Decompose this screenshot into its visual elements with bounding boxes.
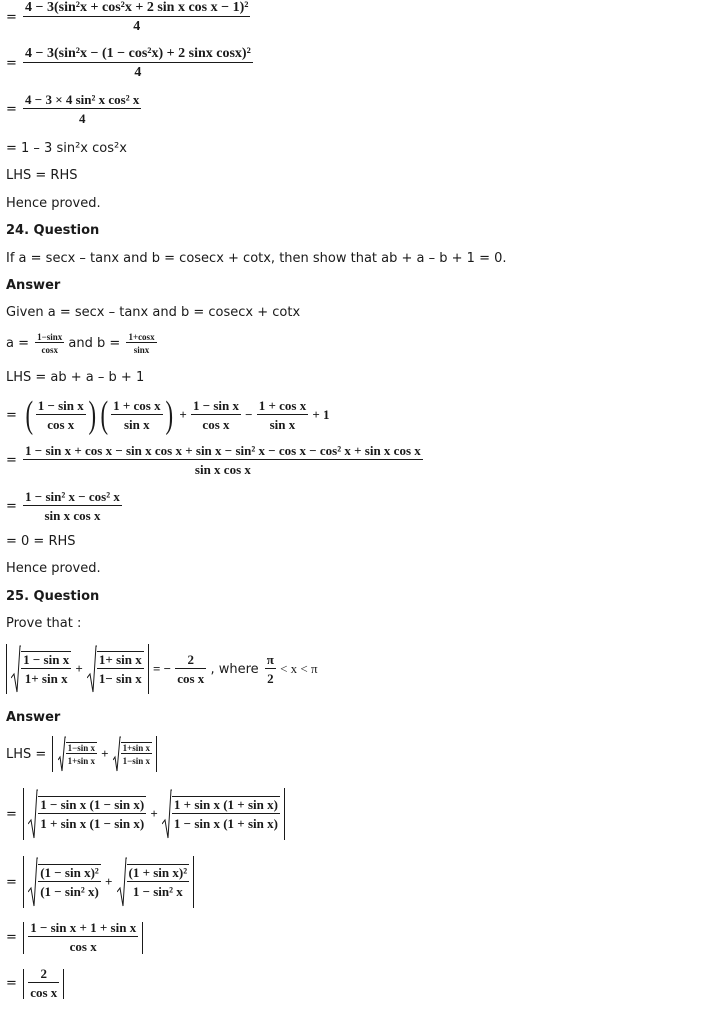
- step-final: [6, 966, 64, 1001]
- fraction: [121, 742, 152, 766]
- equals-sign: =: [6, 10, 17, 25]
- sqrt-icon: [162, 788, 172, 840]
- numerator: 1 − sin² x − cos² x: [25, 489, 120, 504]
- step-combine-roots: [6, 920, 143, 955]
- abs-bar-left: [23, 788, 24, 840]
- fraction: [97, 651, 144, 687]
- numerator: 1 − sin x: [23, 652, 70, 667]
- result-line: = 0 = RHS: [6, 534, 76, 549]
- denominator: sin x cos x: [23, 459, 423, 478]
- fraction: [36, 398, 86, 433]
- denominator: cos x: [36, 414, 86, 433]
- step-squares: [6, 856, 194, 908]
- fraction: [172, 796, 280, 832]
- fraction: [127, 864, 190, 900]
- abs-bar-right: [142, 922, 143, 954]
- fraction: [111, 398, 163, 433]
- fraction: [21, 651, 71, 687]
- sqrt-icon: [58, 736, 66, 772]
- plus-one: + 1: [312, 407, 330, 422]
- abs-bar-right: [193, 856, 194, 908]
- abs-bar-left: [52, 736, 53, 772]
- abs-bar-left: [23, 856, 24, 908]
- given-line: Given a = secx – tanx and b = cosecx + cotx: [6, 305, 301, 320]
- sqrt-icon: [87, 644, 97, 694]
- numerator: 2: [187, 651, 195, 667]
- abs-bar-left: [6, 644, 7, 694]
- denominator: 4: [23, 108, 141, 127]
- numerator: 1+cosx: [128, 332, 155, 342]
- abs-bar-left: [23, 922, 24, 954]
- sqrt-icon: [28, 856, 38, 908]
- step-expand: [6, 396, 330, 434]
- fraction: [23, 443, 423, 478]
- equals-sign: =: [6, 102, 17, 117]
- denominator: 4: [23, 62, 253, 81]
- fraction: [175, 652, 206, 687]
- numerator: 1−sinx: [37, 332, 63, 342]
- hence-proved: Hence proved.: [6, 196, 101, 211]
- right-paren: ): [88, 394, 96, 436]
- numerator: 1 − sin x (1 − sin x): [40, 797, 145, 812]
- numerator: 2: [40, 966, 47, 981]
- question-statement: Prove that :: [6, 616, 82, 631]
- numerator: 1 − sin x: [37, 397, 84, 413]
- numerator: 1−sin x: [67, 743, 95, 753]
- numerator: 1 − sin x + cos x − sin x cos x + sin x − sin² x − cos x − cos² x + sin x cos x: [25, 443, 421, 458]
- left-paren: (: [25, 394, 34, 436]
- fraction: [23, 0, 250, 35]
- denominator: cos x: [28, 936, 138, 955]
- question-statement: If a = secx – tanx and b = cosecx + cotx, then show that ab + a – b + 1 = 0.: [6, 251, 507, 266]
- denominator: cos x: [28, 982, 59, 1001]
- numerator: 4 − 3 × 4 sin² x cos² x: [25, 92, 140, 107]
- answer-label: Answer: [6, 278, 61, 293]
- numerator: 1 + cos x: [258, 397, 307, 413]
- a-b-definition: [6, 332, 157, 355]
- denominator: sin x: [257, 414, 309, 433]
- denominator: sin x: [111, 414, 163, 433]
- plus-sign: +: [179, 407, 187, 422]
- range-text: < x < π: [280, 661, 318, 676]
- step-combine: [6, 443, 423, 478]
- fraction-b: [126, 332, 156, 355]
- numerator: 1+sin x: [122, 743, 151, 753]
- numerator: 1 − sin x: [192, 397, 239, 413]
- question-heading: 24. Question: [6, 223, 100, 238]
- denominator: cosx: [35, 342, 64, 355]
- numerator: 1+ sin x: [98, 652, 142, 667]
- denominator: 1 − sin² x: [127, 881, 190, 900]
- abs-bar-right: [156, 736, 157, 772]
- fraction: [23, 92, 141, 127]
- denominator: 4: [23, 16, 250, 35]
- fraction: [38, 864, 101, 900]
- abs-bar-right: [148, 644, 149, 694]
- lhs-equals-rhs: LHS = RHS: [6, 168, 78, 183]
- denominator: 1− sin x: [97, 668, 144, 687]
- abs-bar-right: [63, 969, 64, 999]
- numerator: 1 + cos x: [113, 397, 161, 413]
- numerator: π: [266, 651, 274, 667]
- fraction-a: [35, 332, 64, 355]
- sqrt-icon: [28, 788, 38, 840]
- denominator: sin x cos x: [23, 505, 122, 524]
- plus-sign: +: [101, 746, 109, 761]
- fraction: [28, 920, 138, 955]
- equals-sign: =: [6, 499, 17, 514]
- numerator: (1 + sin x)²: [128, 865, 188, 880]
- numerator: (1 − sin x)²: [40, 865, 99, 880]
- a-prefix: a =: [6, 336, 29, 351]
- numerator: 4 − 3(sin²x + cos²x + 2 sin x cos x − 1)²: [25, 0, 249, 15]
- denominator: 1+ sin x: [21, 668, 71, 687]
- fraction: [257, 398, 309, 433]
- denominator: 1 − sin x (1 + sin x): [172, 813, 280, 832]
- left-paren: (: [100, 394, 109, 436]
- hence-proved: Hence proved.: [6, 561, 101, 576]
- denominator: 1 + sin x (1 − sin x): [38, 813, 146, 832]
- equals-sign: =: [6, 56, 17, 71]
- fraction: [23, 489, 122, 524]
- sqrt-icon: [11, 644, 21, 694]
- right-paren: ): [165, 394, 173, 436]
- denominator: 2: [265, 668, 276, 687]
- equals-sign: =: [6, 874, 17, 890]
- answer-label: Answer: [6, 710, 61, 725]
- minus-sign: −: [245, 407, 253, 422]
- plus-sign: +: [104, 874, 113, 889]
- step-simplify: [6, 92, 141, 127]
- equals-sign: =: [6, 407, 17, 423]
- where-text: , where: [210, 661, 259, 677]
- sqrt-icon: [113, 736, 121, 772]
- numerator: 1 + sin x (1 + sin x): [173, 797, 278, 812]
- numerator: 1 − sin x + 1 + sin x: [30, 920, 137, 935]
- abs-bar-left: [23, 969, 24, 999]
- denominator: 1−sin x: [121, 753, 152, 766]
- fraction: [28, 966, 59, 1001]
- plus-sign: +: [150, 806, 158, 821]
- step-reduce: [6, 489, 122, 524]
- fraction: [23, 46, 253, 81]
- equals-sign: =: [6, 930, 17, 945]
- fraction: [66, 742, 97, 766]
- lhs-line: LHS = ab + a – b + 1: [6, 370, 145, 385]
- abs-bar-right: [284, 788, 285, 840]
- equals-sign: =: [6, 806, 17, 822]
- prove-expression: [6, 644, 318, 694]
- denominator: cos x: [175, 668, 206, 687]
- denominator: sinx: [126, 342, 156, 355]
- step-rationalize: [6, 788, 285, 840]
- and-b: and b =: [68, 336, 121, 351]
- denominator: cos x: [191, 414, 241, 433]
- lhs-expression: [6, 736, 157, 772]
- fraction: [265, 652, 276, 687]
- lhs-prefix: LHS =: [6, 746, 47, 762]
- sqrt-icon: [117, 856, 127, 908]
- question-heading: 25. Question: [6, 589, 100, 604]
- equals-sign: =: [6, 453, 17, 468]
- equals-minus: = −: [153, 661, 172, 676]
- denominator: 1+sin x: [66, 753, 97, 766]
- step-expanded-square: [6, 0, 250, 35]
- step-result: = 1 – 3 sin²x cos²x: [6, 141, 127, 156]
- numerator: 4 − 3(sin²x − (1 − cos²x) + 2 sinx cosx)²: [25, 46, 251, 61]
- fraction: [38, 796, 146, 832]
- denominator: (1 − sin² x): [38, 881, 101, 900]
- step-substitute: [6, 46, 253, 81]
- equals-sign: =: [6, 976, 17, 991]
- fraction: [191, 398, 241, 433]
- plus-sign: +: [75, 661, 83, 676]
